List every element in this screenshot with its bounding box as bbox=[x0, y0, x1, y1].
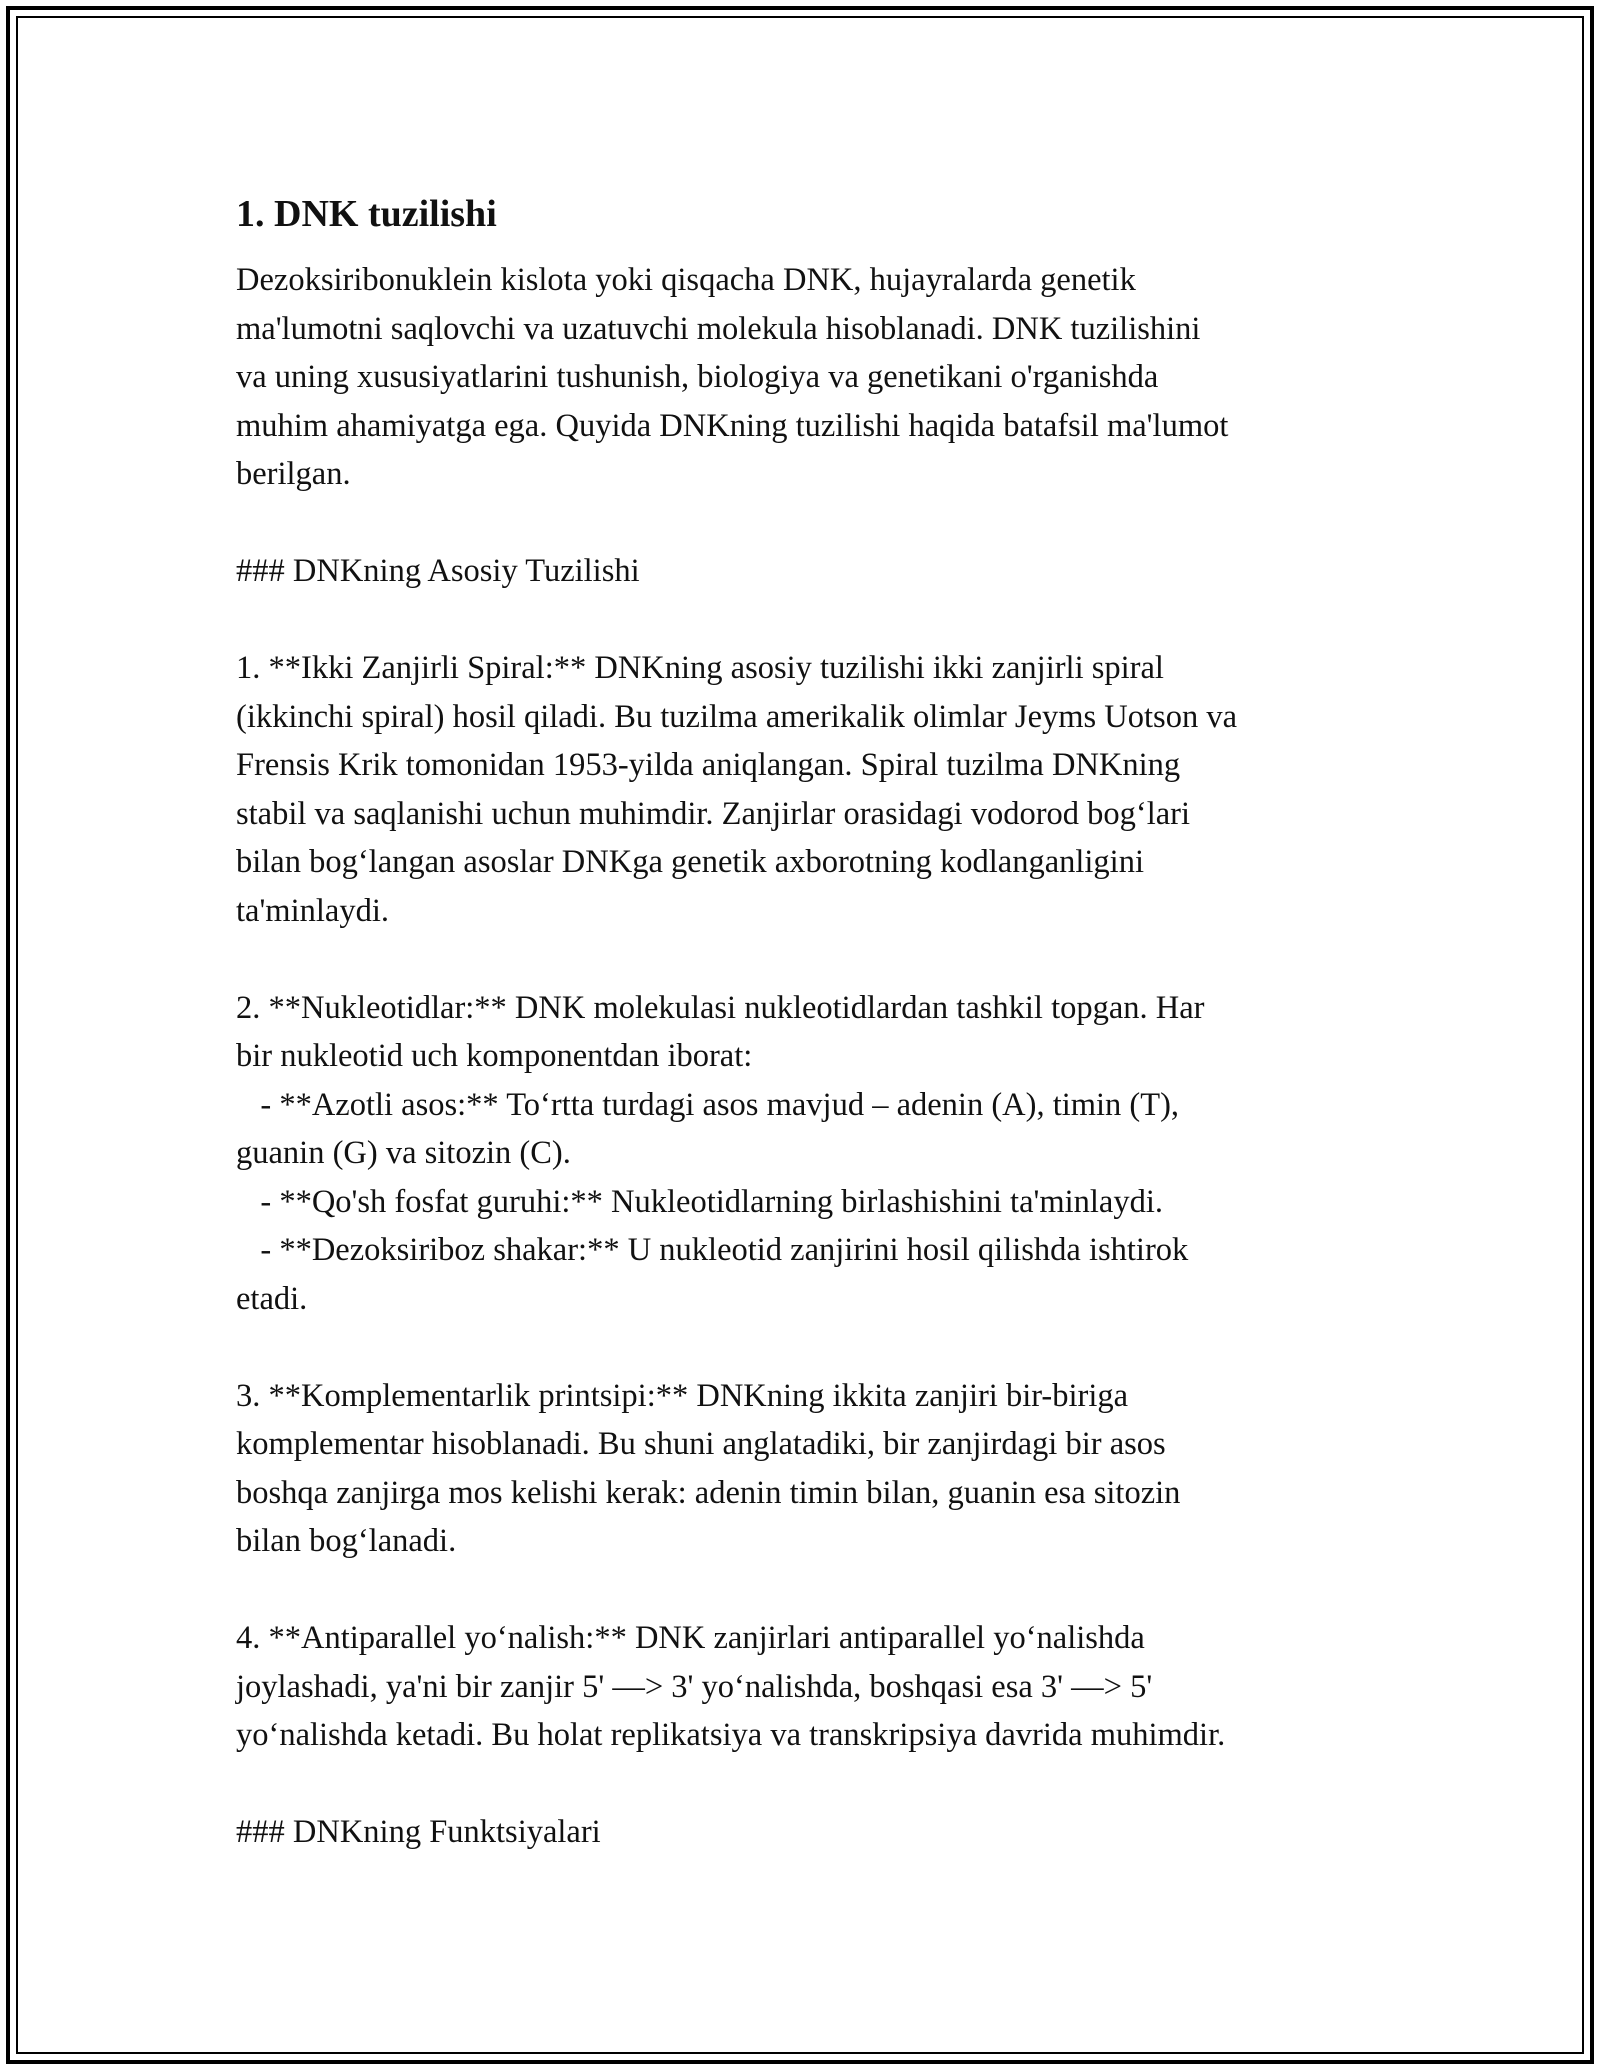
text-line: bilan bog‘langan asoslar DNKga genetik axborotning kodlanganligini bbox=[236, 844, 1144, 880]
text-line: bilan bog‘lanadi. bbox=[236, 1523, 457, 1559]
text-line: ta'minlaydi. bbox=[236, 892, 389, 929]
document-page bbox=[236, 186, 1386, 1857]
text-line: - **Azotli asos:** To‘rtta turdagi asos mavjud – adenin (A), timin (T), bbox=[236, 1086, 1180, 1123]
text-line: Dezoksiribonuklein kislota yoki qisqacha DNK, hujayralarda genetik bbox=[236, 262, 1136, 298]
text-line: komplementar hisoblanadi. Bu shuni anglatadiki, bir zanjirdagi bir asos bbox=[236, 1426, 1166, 1462]
text-line: yo‘nalishda ketadi. Bu holat replikatsiya va transkripsiya davrida muhimdir. bbox=[236, 1717, 1226, 1753]
text-line: va uning xususiyatlarini tushunish, biologiya va genetikani o'rganishda bbox=[236, 359, 1159, 395]
text-line: 1. **Ikki Zanjirli Spiral:** DNKning asosiy tuzilishi ikki zanjirli spiral bbox=[236, 650, 1164, 686]
text-line: ### DNKning Asosiy Tuzilishi bbox=[236, 553, 640, 589]
text-line: - **Qo'sh fosfat guruhi:** Nukleotidlarning birlashishini ta'minlaydi. bbox=[236, 1183, 1164, 1220]
text-line bbox=[236, 499, 1386, 548]
text-line: 4. **Antiparallel yo‘nalish:** DNK zanjirlari antiparallel yo‘nalishda bbox=[236, 1620, 1145, 1656]
document-title: 1. DNK tuzilishi bbox=[236, 193, 497, 235]
text-line: ### DNKning Funktsiyalari bbox=[236, 1814, 601, 1850]
text-line: (ikkinchi spiral) hosil qiladi. Bu tuzilma amerikalik olimlar Jeyms Uotson va bbox=[236, 698, 1238, 735]
text-line: stabil va saqlanishi uchun muhimdir. Zanjirlar orasidagi vodorod bog‘lari bbox=[236, 795, 1191, 832]
text-line bbox=[236, 1323, 1386, 1372]
text-line: guanin (G) va sitozin (C). bbox=[236, 1135, 571, 1171]
text-line bbox=[236, 935, 1386, 984]
text-line: etadi. bbox=[236, 1280, 308, 1317]
text-line bbox=[236, 1566, 1386, 1615]
text-line: Frensis Krik tomonidan 1953-yilda aniqlangan. Spiral tuzilma DNKning bbox=[236, 747, 1181, 783]
text-line: - **Dezoksiriboz shakar:** U nukleotid zanjirini hosil qilishda ishtirok bbox=[236, 1232, 1189, 1268]
text-line: joylashadi, ya'ni bir zanjir 5' —> 3' yo‘nalishda, boshqasi esa 3' —> 5' bbox=[236, 1668, 1153, 1705]
text-line: bir nukleotid uch komponentdan iborat: bbox=[236, 1038, 753, 1074]
text-line: 2. **Nukleotidlar:** DNK molekulasi nukleotidlardan tashkil topgan. Har bbox=[236, 989, 1205, 1026]
text-line: boshqa zanjirga mos kelishi kerak: adenin timin bilan, guanin esa sitozin bbox=[236, 1474, 1181, 1511]
text-line: 3. **Komplementarlik printsipi:** DNKning ikkita zanjiri bir-biriga bbox=[236, 1377, 1129, 1414]
text-line: muhim ahamiyatga ega. Quyida DNKning tuzilishi haqida batafsil ma'lumot bbox=[236, 407, 1229, 444]
text-line bbox=[236, 596, 1386, 645]
text-line: ma'lumotni saqlovchi va uzatuvchi molekula hisoblanadi. DNK tuzilishini bbox=[236, 310, 1201, 347]
text-line bbox=[236, 1760, 1386, 1809]
text-line: berilgan. bbox=[236, 456, 351, 492]
document-body bbox=[236, 256, 1386, 1857]
